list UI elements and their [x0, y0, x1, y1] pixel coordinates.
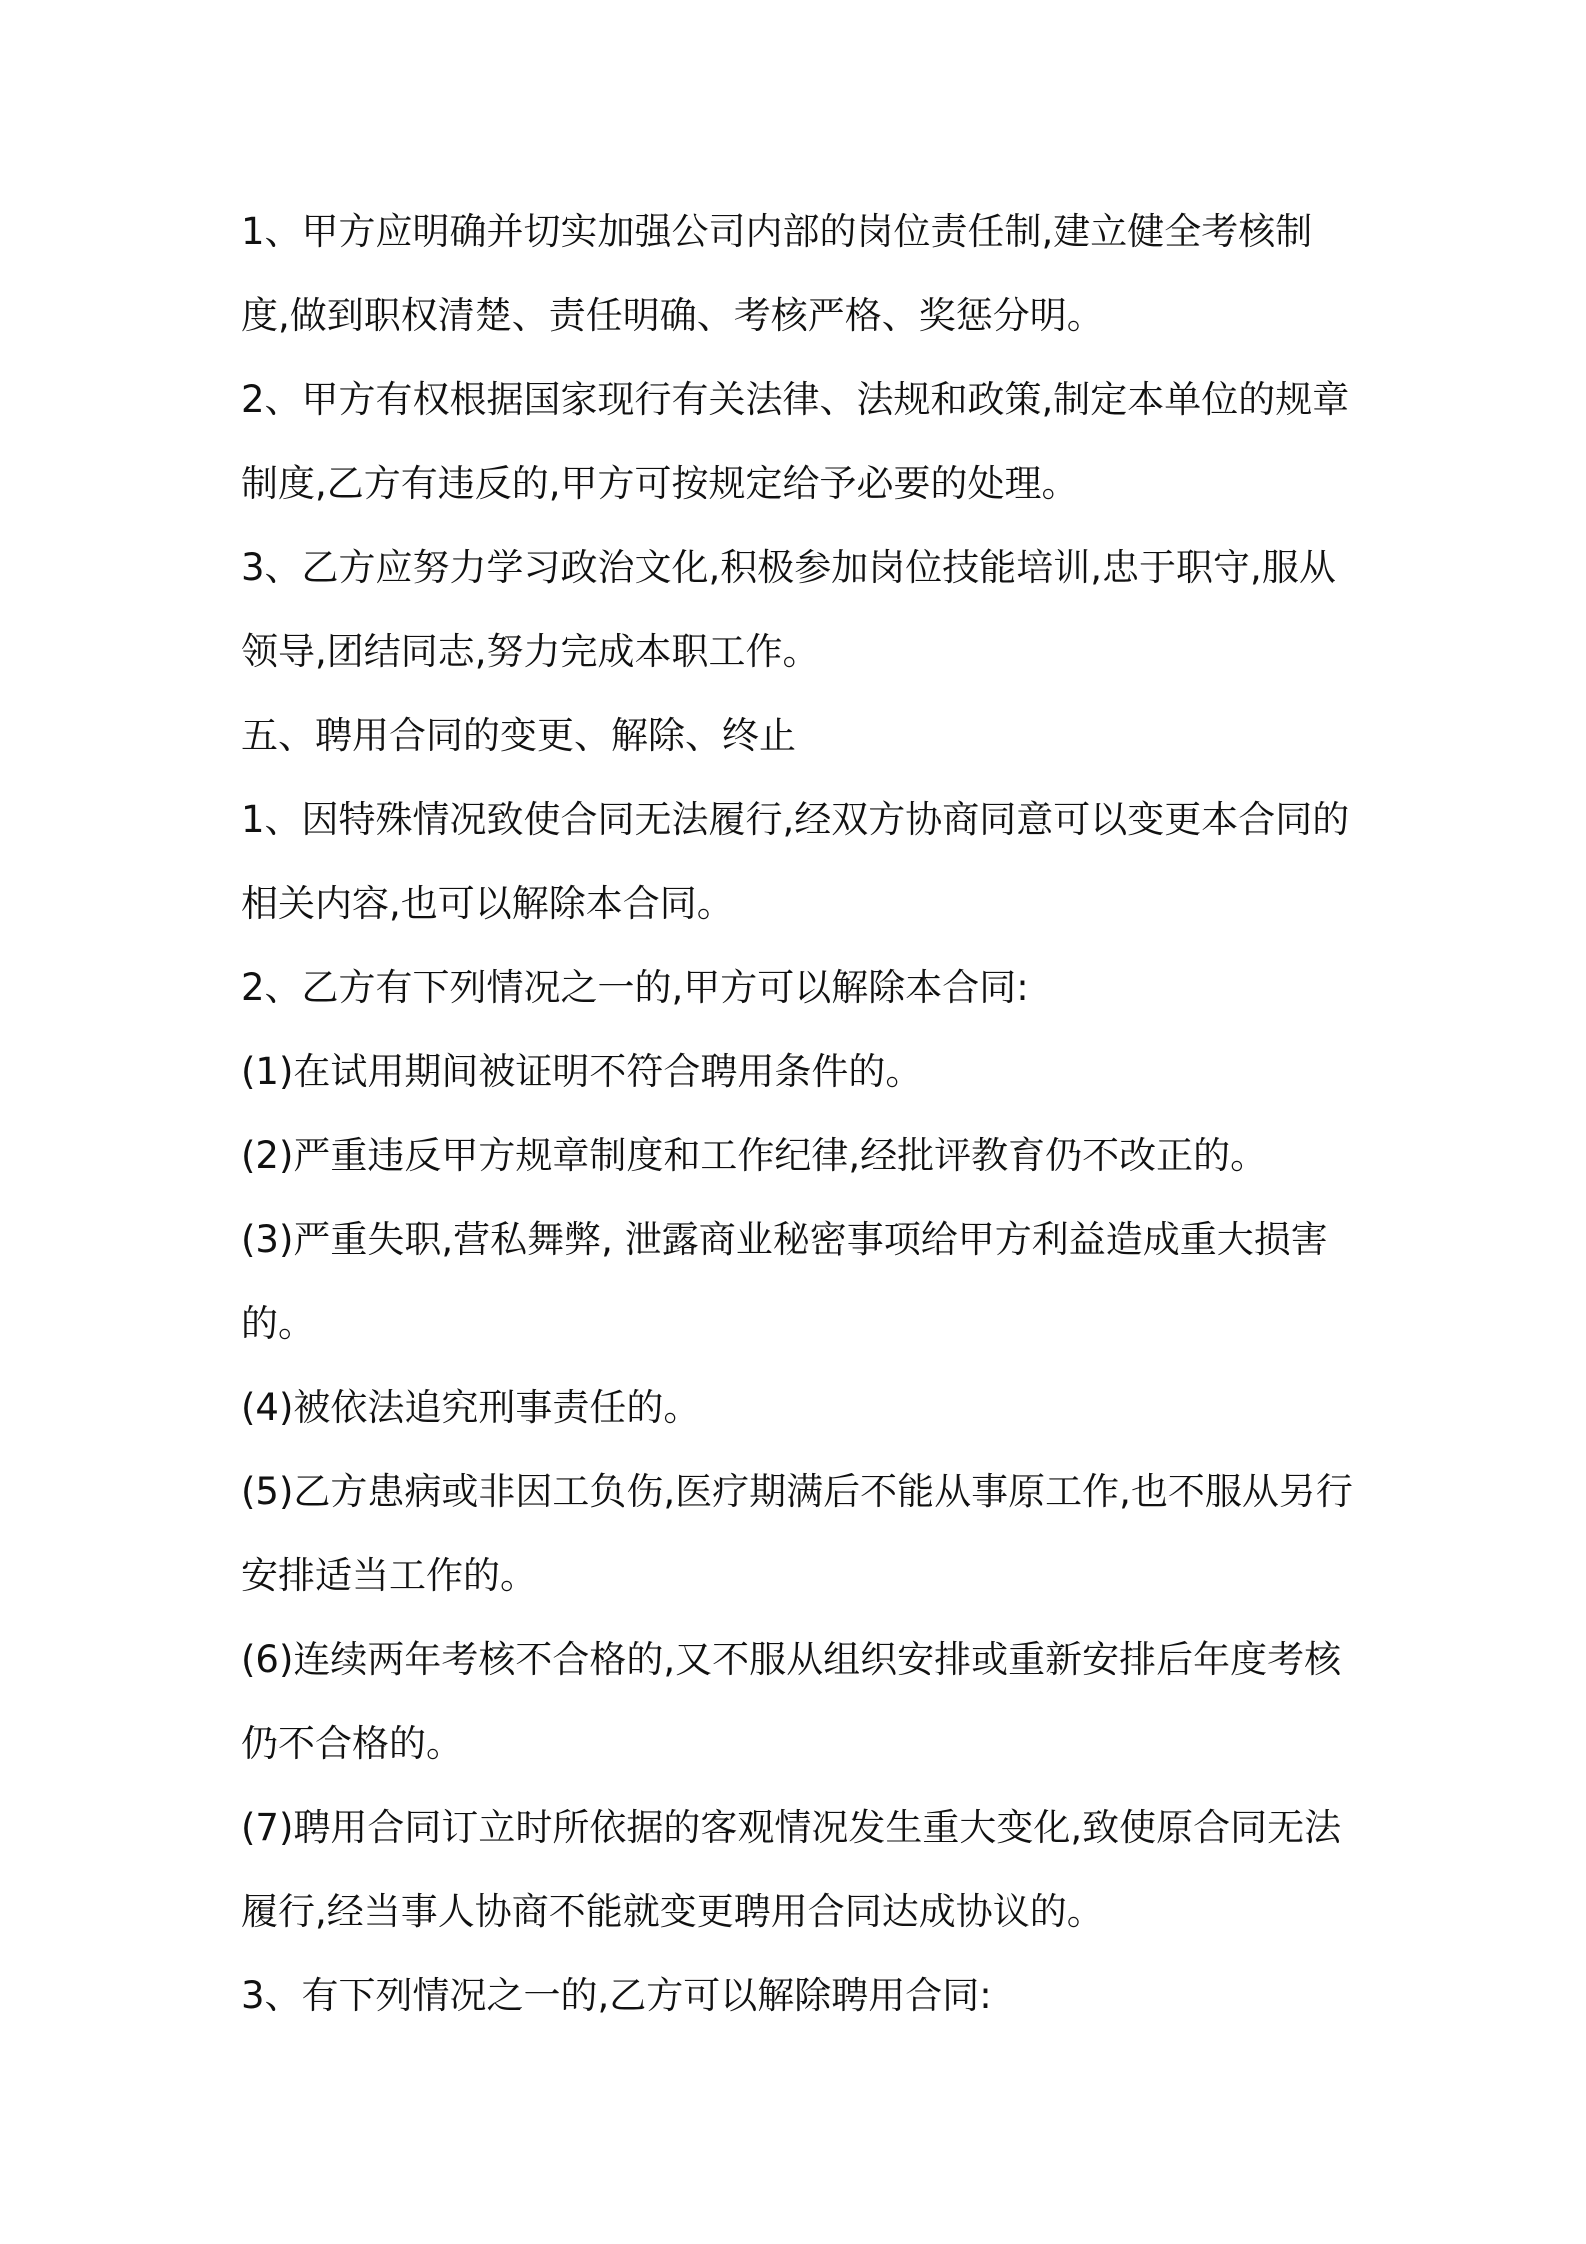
section-heading-5: 五、聘用合同的变更、解除、终止 [241, 714, 796, 757]
document-body [241, 190, 1361, 2038]
paragraph-duty-3: 3、乙方应努力学习政治文化,积极参加岗位技能培训,忠于职守,服从领导,团结同志,努力完成本职工作。 [241, 546, 1336, 673]
list-item-7: (7)聘用合同订立时所依据的客观情况发生重大变化,致使原合同无法履行,经当事人协商不能就变更聘用合同达成协议的。 [241, 1806, 1342, 1933]
list-item-3: (3)严重失职,营私舞弊, 泄露商业秘密事项给甲方利益造成重大损害的。 [241, 1218, 1328, 1345]
paragraph-termination-2: 2、乙方有下列情况之一的,甲方可以解除本合同: [241, 966, 1029, 1009]
paragraph-duty-1: 1、甲方应明确并切实加强公司内部的岗位责任制,建立健全考核制度,做到职权清楚、责任明确、考核严格、奖惩分明。 [241, 210, 1313, 337]
paragraph-termination-3: 3、有下列情况之一的,乙方可以解除聘用合同: [241, 1974, 992, 2017]
paragraph-change-1: 1、因特殊情况致使合同无法履行,经双方协商同意可以变更本合同的相关内容,也可以解除本合同。 [241, 798, 1350, 925]
paragraph-duty-2: 2、甲方有权根据国家现行有关法律、法规和政策,制定本单位的规章制度,乙方有违反的,甲方可按规定给予必要的处理。 [241, 378, 1350, 505]
list-item-5: (5)乙方患病或非因工负伤,医疗期满后不能从事原工作,也不服从另行安排适当工作的。 [241, 1470, 1353, 1597]
list-item-6: (6)连续两年考核不合格的,又不服从组织安排或重新安排后年度考核仍不合格的。 [241, 1638, 1342, 1765]
list-item-4: (4)被依法追究刑事责任的。 [241, 1386, 701, 1429]
list-item-1: (1)在试用期间被证明不符合聘用条件的。 [241, 1050, 923, 1093]
list-item-2: (2)严重违反甲方规章制度和工作纪律,经批评教育仍不改正的。 [241, 1134, 1268, 1177]
